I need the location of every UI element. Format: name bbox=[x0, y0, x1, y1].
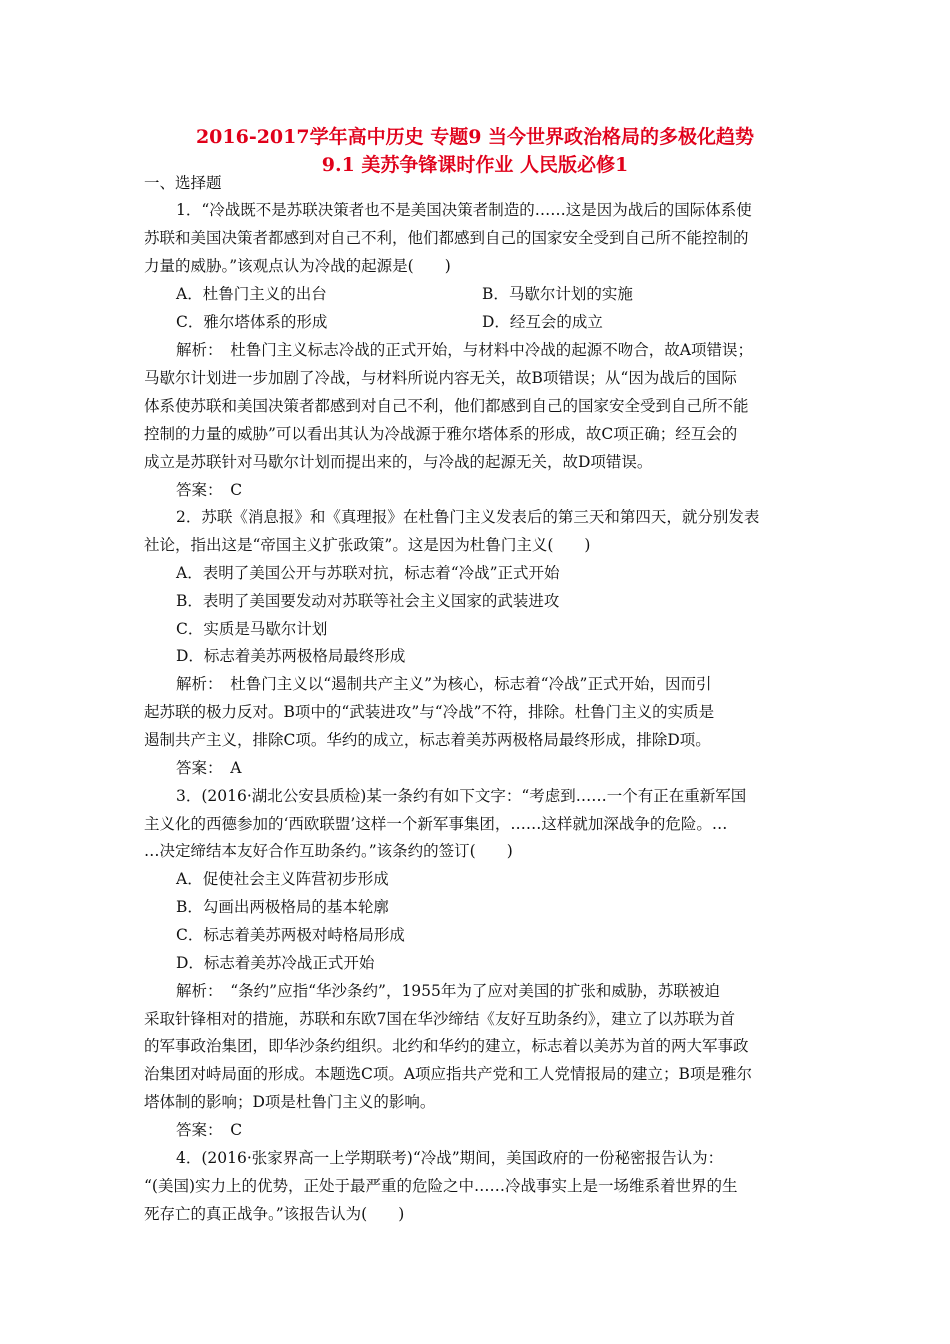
q4-stem-line-3: 死存亡的真正战争。”该报告认为( ) bbox=[144, 1205, 405, 1223]
q1-analysis-line-5: 成立是苏联针对马歇尔计划而提出来的，与冷战的起源无关，故D项错误。 bbox=[144, 453, 653, 471]
q2-option-d: D．标志着美苏两极格局最终形成 bbox=[176, 647, 406, 665]
q1-option-a: A．杜鲁门主义的出台 bbox=[176, 285, 327, 303]
q1-stem-line-3: 力量的威胁。”该观点认为冷战的起源是( ) bbox=[144, 257, 451, 275]
q3-stem-line-3: …决定缔结本友好合作互助条约。”该条约的签订( ) bbox=[144, 842, 513, 860]
q3-stem-line-1: 3．(2016·湖北公安县质检)某一条约有如下文字：“考虑到……一个有正在重新军国 bbox=[176, 787, 747, 805]
q1-answer: 答案： C bbox=[176, 481, 243, 499]
q2-stem-line-2: 社论，指出这是“帝国主义扩张政策”。这是因为杜鲁门主义( ) bbox=[144, 536, 591, 554]
q2-answer: 答案： A bbox=[176, 759, 242, 777]
q4-stem-line-2: “(美国)实力上的优势，正处于最严重的危险之中……冷战事实上是一场维系着世界的生 bbox=[144, 1177, 738, 1195]
q1-analysis-line-4: 控制的力量的威胁”可以看出其认为冷战源于雅尔塔体系的形成，故C项正确；经互会的 bbox=[144, 425, 738, 443]
q2-option-a: A．表明了美国公开与苏联对抗，标志着“冷战”正式开始 bbox=[176, 564, 560, 582]
document-title-line-2: 9.1 美苏争锋课时作业 人民版必修1 bbox=[321, 154, 629, 176]
q3-stem-line-2: 主义化的西德参加的‘西欧联盟’这样一个新军事集团，……这样就加深战争的危险。… bbox=[144, 815, 728, 833]
section-heading: 一、选择题 bbox=[144, 174, 222, 192]
q3-option-a: A．促使社会主义阵营初步形成 bbox=[176, 870, 389, 888]
q1-stem-line-1: 1．“冷战既不是苏联决策者也不是美国决策者制造的……这是因为战后的国际体系使 bbox=[176, 201, 752, 219]
q1-option-d: D．经互会的成立 bbox=[482, 313, 603, 331]
q3-analysis-line-2: 采取针锋相对的措施，苏联和东欧7国在华沙缔结《友好互助条约》，建立了以苏联为首 bbox=[144, 1010, 736, 1028]
q3-analysis-line-1: 解析： “条约”应指“华沙条约”，1955年为了应对美国的扩张和威胁，苏联被迫 bbox=[176, 982, 720, 1000]
q2-option-b: B．表明了美国要发动对苏联等社会主义国家的武装进攻 bbox=[176, 592, 560, 610]
q1-analysis-line-3: 体系使苏联和美国决策者都感到对自己不利，他们都感到自己的国家安全受到自己所不能 bbox=[144, 397, 749, 415]
q3-analysis-line-4: 治集团对峙局面的形成。本题选C项。A项应指共产党和工人党情报局的建立；B项是雅尔 bbox=[144, 1065, 752, 1083]
q3-answer: 答案： C bbox=[176, 1121, 243, 1139]
q1-stem-line-2: 苏联和美国决策者都感到对自己不利，他们都感到自己的国家安全受到自己所不能控制的 bbox=[144, 229, 749, 247]
q2-analysis-line-2: 起苏联的极力反对。B项中的“武装进攻”与“冷战”不符，排除。杜鲁门主义的实质是 bbox=[144, 703, 715, 721]
q3-option-b: B．勾画出两极格局的基本轮廓 bbox=[176, 898, 389, 916]
q3-analysis-line-5: 塔体制的影响；D项是杜鲁门主义的影响。 bbox=[144, 1093, 436, 1111]
q2-analysis-line-1: 解析： 杜鲁门主义以“遏制共产主义”为核心，标志着“冷战”正式开始，因而引 bbox=[176, 675, 712, 693]
q1-analysis-line-2: 马歇尔计划进一步加剧了冷战，与材料所说内容无关，故B项错误；从“因为战后的国际 bbox=[144, 369, 737, 387]
document-title-line-1: 2016-2017学年高中历史 专题9 当今世界政治格局的多极化趋势 bbox=[195, 126, 755, 148]
q2-stem-line-1: 2．苏联《消息报》和《真理报》在杜鲁门主义发表后的第三天和第四天，就分别发表 bbox=[176, 508, 760, 526]
q2-option-c: C．实质是马歇尔计划 bbox=[176, 620, 328, 638]
q3-analysis-line-3: 的军事政治集团，即华沙条约组织。北约和华约的建立，标志着以美苏为首的两大军事政 bbox=[144, 1037, 749, 1055]
q3-option-c: C．标志着美苏两极对峙格局形成 bbox=[176, 926, 405, 944]
q3-option-d: D．标志着美苏冷战正式开始 bbox=[176, 954, 375, 972]
q4-stem-line-1: 4．(2016·张家界高一上学期联考)“冷战”期间，美国政府的一份秘密报告认为： bbox=[176, 1149, 724, 1167]
q1-option-c: C．雅尔塔体系的形成 bbox=[176, 313, 328, 331]
q2-analysis-line-3: 遏制共产主义，排除C项。华约的成立，标志着美苏两极格局最终形成，排除D项。 bbox=[144, 731, 711, 749]
q1-option-b: B．马歇尔计划的实施 bbox=[482, 285, 633, 303]
q1-analysis-line-1: 解析： 杜鲁门主义标志冷战的正式开始，与材料中冷战的起源不吻合，故A项错误； bbox=[176, 341, 753, 359]
